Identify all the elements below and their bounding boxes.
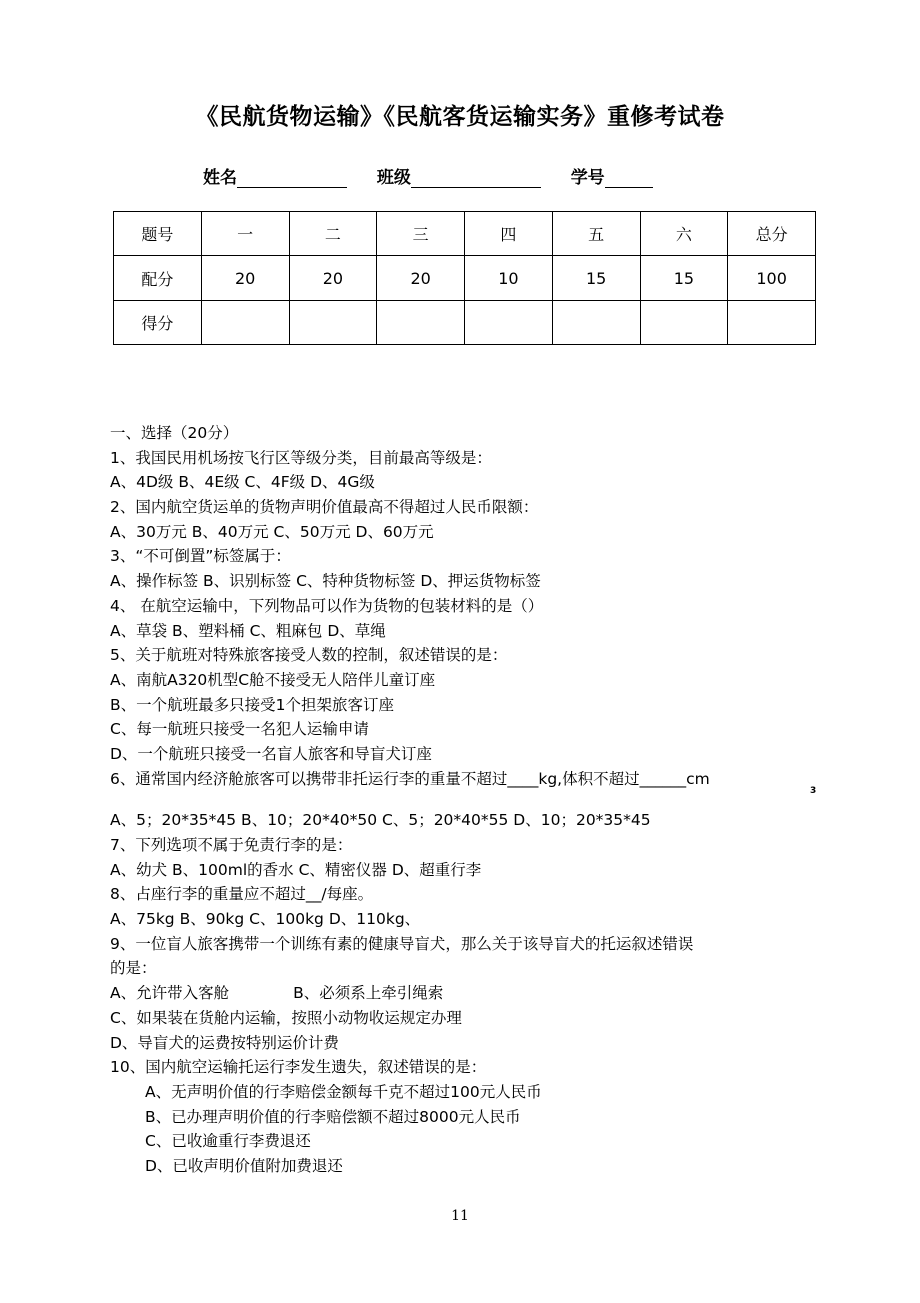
question-6-options: A、5；20*35*45 B、10；20*40*50 C、5；20*40*55 D、10；20*35*45 [110, 811, 651, 830]
score-blank-cell [201, 301, 289, 345]
page-title: 《民航货物运输》《民航客货运输实务》重修考试卷 [195, 103, 725, 130]
question-9-options-ab: A、允许带入客舱 B、必须系上牵引绳索 [110, 984, 444, 1003]
question-6: 6、通常国内经济舱旅客可以携带非托运行李的重量不超过____kg,体积不超过______cm [110, 769, 710, 788]
student-info [203, 163, 653, 188]
table-cell: 20 [377, 256, 465, 301]
question-5-option-b: B、一个航班最多只接受1个担架旅客订座 [110, 695, 394, 714]
question-1: 1、我国民用机场按飞行区等级分类，目前最高等级是： [110, 448, 492, 467]
score-blank-cell [728, 301, 816, 345]
table-cell: 15 [552, 256, 640, 301]
question-8-options: A、75kg B、90kg C、100kg D、110kg、 [110, 910, 421, 929]
table-cell: 五 [552, 212, 640, 256]
table-cell: 得分 [114, 301, 202, 345]
table-cell: 15 [640, 256, 728, 301]
table-row-header [114, 212, 816, 256]
question-4-options: A、草袋 B、塑料桶 C、粗麻包 D、草绳 [110, 621, 386, 640]
table-cell: 一 [201, 212, 289, 256]
table-cell: 配分 [114, 256, 202, 301]
question-2-options: A、30万元 B、40万元 C、50万元 D、60万元 [110, 522, 434, 541]
table-cell: 六 [640, 212, 728, 256]
id-label: 学号 [570, 168, 605, 188]
page-number: 11 [451, 1208, 469, 1224]
id-blank [605, 169, 653, 188]
score-blank-cell [465, 301, 553, 345]
question-10-option-d: D、已收声明价值附加费退还 [145, 1156, 343, 1175]
score-blank-cell [552, 301, 640, 345]
section-heading: 一、选择（20分） [110, 424, 239, 442]
table-cell: 20 [289, 256, 377, 301]
question-2: 2、国内航空货运单的货物声明价值最高不得超过人民币限额： [110, 498, 539, 517]
question-9-option-c: C、如果装在货舱内运输，按照小动物收运规定办理 [110, 1008, 462, 1027]
score-table [113, 211, 816, 345]
question-6-superscript: 3 [810, 786, 817, 797]
name-blank [237, 169, 347, 188]
score-blank-cell [640, 301, 728, 345]
question-3: 3、“不可倒置”标签属于： [110, 547, 291, 566]
name-label: 姓名 [203, 168, 237, 188]
table-cell: 20 [201, 256, 289, 301]
question-10-option-c: C、已收逾重行李费退还 [145, 1132, 311, 1151]
table-cell: 二 [289, 212, 377, 256]
question-4: 4、 在航空运输中，下列物品可以作为货物的包装材料的是（） [110, 596, 544, 615]
table-cell: 10 [465, 256, 553, 301]
table-cell: 100 [728, 256, 816, 301]
question-10-option-a: A、无声明价值的行李赔偿金额每千克不超过100元人民币 [145, 1082, 542, 1101]
question-10-option-b: B、已办理声明价值的行李赔偿额不超过8000元人民币 [145, 1107, 521, 1126]
class-label: 班级 [376, 168, 411, 188]
question-5-option-c: C、每一航班只接受一名犯人运输申请 [110, 720, 369, 739]
question-5-option-d: D、一个航班只接受一名盲人旅客和导盲犬订座 [110, 744, 432, 763]
question-9-option-d: D、导盲犬的运费按特别运价计费 [110, 1033, 339, 1052]
score-blank-cell [289, 301, 377, 345]
question-3-options: A、操作标签 B、识别标签 C、特种货物标签 D、押运货物标签 [110, 572, 541, 591]
question-7-options: A、幼犬 B、100ml的香水 C、精密仪器 D、超重行李 [110, 860, 482, 879]
table-cell: 总分 [728, 212, 816, 256]
question-9: 9、一位盲人旅客携带一个训练有素的健康导盲犬，那么关于该导盲犬的托运叙述错误 [110, 934, 694, 953]
question-5-option-a: A、南航A320机型C舱不接受无人陪伴儿童订座 [110, 670, 436, 689]
table-cell: 四 [465, 212, 553, 256]
question-5: 5、关于航班对特殊旅客接受人数的控制，叙述错误的是： [110, 646, 508, 665]
question-section [110, 421, 820, 1179]
table-cell: 题号 [114, 212, 202, 256]
table-row-points [114, 256, 816, 301]
table-row-score [114, 301, 816, 345]
question-1-options: A、4D级 B、4E级 C、4F级 D、4G级 [110, 473, 375, 492]
question-9-continued: 的是： [110, 959, 157, 978]
question-7: 7、下列选项不属于免责行李的是： [110, 836, 353, 854]
score-blank-cell [377, 301, 465, 345]
question-8: 8、占座行李的重量应不超过__/每座。 [110, 885, 374, 904]
class-blank [411, 169, 541, 188]
question-10: 10、国内航空运输托运行李发生遗失，叙述错误的是： [110, 1058, 487, 1077]
table-cell: 三 [377, 212, 465, 256]
